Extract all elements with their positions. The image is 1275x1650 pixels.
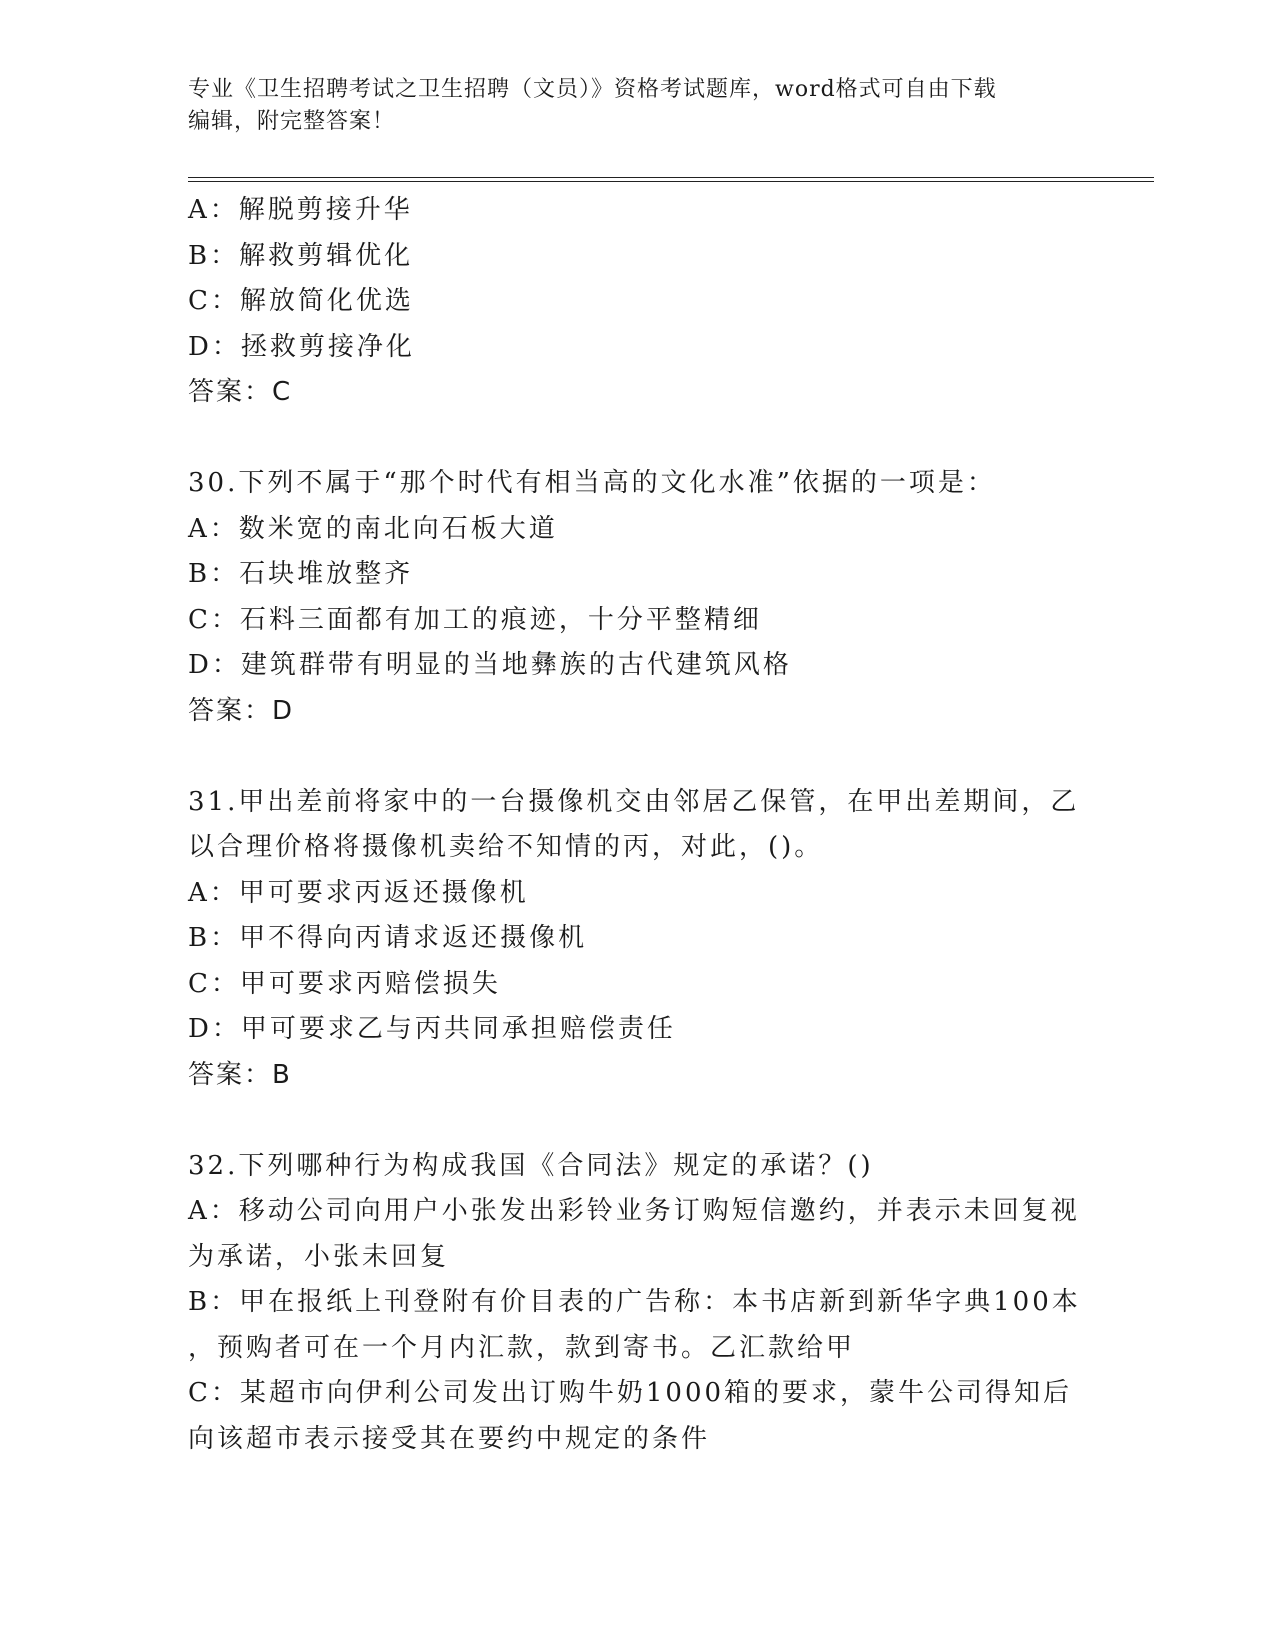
question-spacer xyxy=(188,734,1088,780)
option-d: D：甲可要求乙与丙共同承担赔偿责任 xyxy=(188,1014,676,1044)
question-block-30 xyxy=(188,461,1088,734)
option-b: B：甲不得向丙请求返还摄像机 xyxy=(188,923,588,953)
question-stem-line-1: 31.甲出差前将家中的一台摄像机交由邻居乙保管，在甲出差期间，乙 xyxy=(188,786,1080,817)
question-block-31 xyxy=(188,780,1088,1099)
option-b-line-1: B：甲在报纸上刊登附有价目表的广告称：本书店新到新华字典100本 xyxy=(188,1287,1081,1317)
option-c: C：甲可要求丙赔偿损失 xyxy=(188,968,501,999)
option-c: C：解放简化优选 xyxy=(188,286,414,316)
option-a: A：解脱剪接升华 xyxy=(188,195,413,225)
document-header xyxy=(188,74,1068,138)
option-a: A：数米宽的南北向石板大道 xyxy=(188,513,558,544)
option-c-line-1: C：某超市向伊利公司发出订购牛奶1000箱的要求，蒙牛公司得知后 xyxy=(188,1378,1073,1408)
option-a: A：甲可要求丙返还摄像机 xyxy=(188,877,529,908)
option-b-line-2: ，预购者可在一个月内汇款，款到寄书。乙汇款给甲 xyxy=(188,1332,856,1363)
header-line-2: 编辑，附完整答案！ xyxy=(188,109,396,134)
option-a-line-2: 为承诺，小张未回复 xyxy=(188,1241,450,1272)
option-a-line-1: A：移动公司向用户小张发出彩铃业务订购短信邀约，并表示未回复视 xyxy=(188,1196,1080,1226)
option-c: C：石料三面都有加工的痕迹，十分平整精细 xyxy=(188,604,762,635)
question-stem: 32.下列哪种行为构成我国《合同法》规定的承诺？() xyxy=(188,1150,874,1181)
question-list xyxy=(188,188,1088,1462)
question-stem-line-2: 以合理价格将摄像机卖给不知情的丙，对此，()。 xyxy=(188,832,824,862)
answer-line: 答案：B xyxy=(188,1059,292,1090)
question-spacer xyxy=(188,416,1088,462)
option-d: D：拯救剪接净化 xyxy=(188,331,415,362)
question-block-32 xyxy=(188,1144,1088,1463)
answer-line: 答案：C xyxy=(188,377,293,407)
option-b: B：石块堆放整齐 xyxy=(188,559,414,589)
question-spacer xyxy=(188,1098,1088,1144)
header-divider-bottom xyxy=(188,181,1154,182)
question-block-partial xyxy=(188,188,1088,416)
option-b: B：解救剪辑优化 xyxy=(188,240,414,271)
answer-line: 答案：D xyxy=(188,695,295,726)
header-line-1: 专业《卫生招聘考试之卫生招聘（文员）》资格考试题库，word格式可自由下载 xyxy=(188,77,997,102)
option-c-line-2: 向该超市表示接受其在要约中规定的条件 xyxy=(188,1423,711,1454)
question-stem: 30.下列不属于“那个时代有相当高的文化水准”依据的一项是： xyxy=(188,468,996,498)
header-divider-top xyxy=(188,177,1154,178)
option-d: D：建筑群带有明显的当地彝族的古代建筑风格 xyxy=(188,650,792,680)
